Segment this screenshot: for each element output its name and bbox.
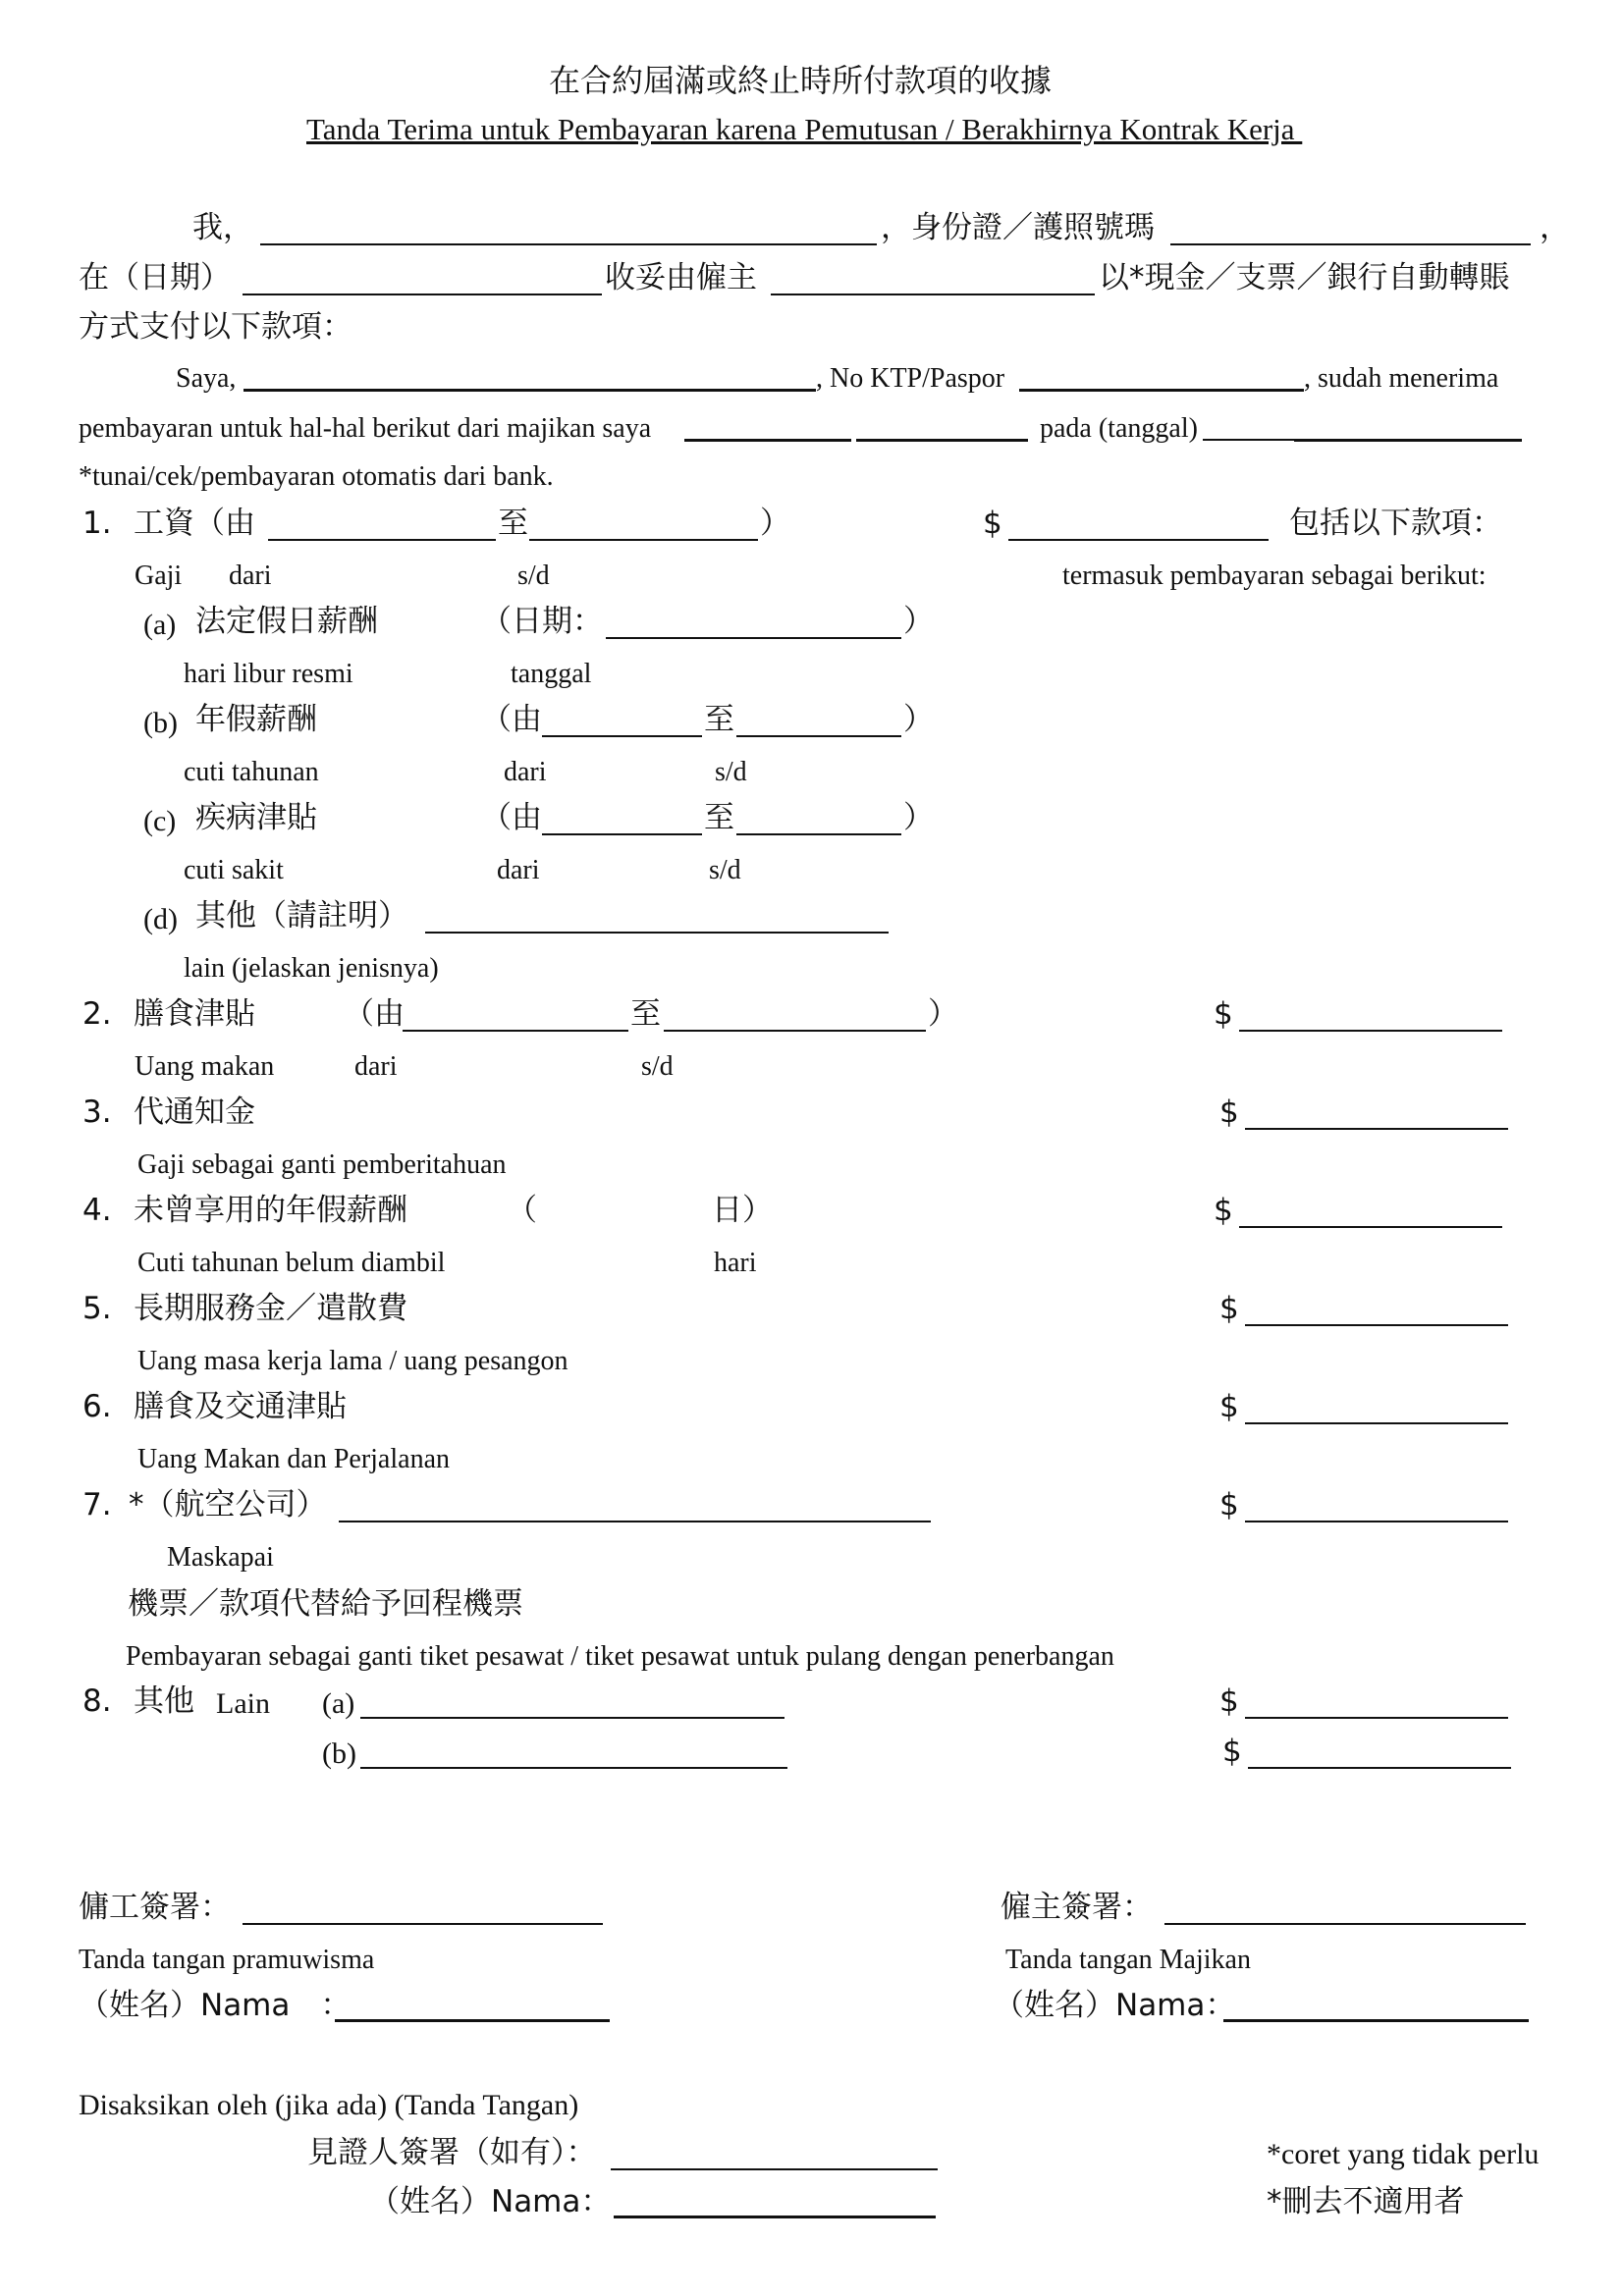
- witness-name-field[interactable]: [614, 2216, 936, 2218]
- item1b-label: (b): [143, 707, 178, 739]
- strike-note-id: *coret yang tidak perlu: [1267, 2138, 1540, 2170]
- item4-number: 4.: [82, 1193, 112, 1228]
- id-number-field[interactable]: [1170, 243, 1531, 245]
- item5-number: 5.: [82, 1291, 112, 1326]
- item1c-to-zh: 至: [704, 800, 734, 835]
- item6-id: Uang Makan dan Perjalanan: [137, 1444, 450, 1474]
- item1-dollar: $: [983, 506, 1002, 541]
- item8b-amount-field[interactable]: [1248, 1767, 1511, 1769]
- item2-id: Uang makan: [135, 1051, 275, 1082]
- item1c-to-id: s/d: [709, 855, 741, 885]
- item5-id: Uang masa kerja lama / uang pesangon: [137, 1346, 568, 1376]
- employee-name-field[interactable]: [335, 2019, 610, 2022]
- item1a-zh: 法定假日薪酬: [195, 604, 378, 639]
- item1-label-zh: 工資（由: [134, 506, 255, 541]
- item8a-amount-field[interactable]: [1245, 1717, 1508, 1719]
- item1d-specify-field[interactable]: [425, 932, 889, 934]
- item2-from-id: dari: [354, 1051, 398, 1082]
- item1-close-paren: ）: [760, 506, 790, 541]
- item1-includes-id: termasuk pembayaran sebagai berikut:: [1062, 561, 1487, 591]
- item1a-date-id: tanggal: [511, 659, 592, 689]
- intro-id-ktp: , No KTP/Paspor: [816, 363, 1005, 394]
- item1b-from-id: dari: [504, 757, 547, 787]
- item2-from-field[interactable]: [403, 1030, 628, 1032]
- item7-id: Maskapai: [167, 1542, 274, 1573]
- item6-zh: 膳食及交通津貼: [134, 1389, 347, 1424]
- item1c-to-field[interactable]: [736, 833, 901, 835]
- date-field[interactable]: [243, 294, 602, 295]
- item6-amount-field[interactable]: [1245, 1422, 1508, 1424]
- item7-zh2: 機票／款項代替給予回程機票: [128, 1586, 523, 1622]
- item1a-id: hari libur resmi: [184, 659, 353, 689]
- item3-number: 3.: [82, 1095, 112, 1130]
- item1c-id: cuti sakit: [184, 855, 284, 885]
- employer-field[interactable]: [771, 294, 1095, 295]
- employee-name-label: （姓名）Nama ：: [79, 1988, 352, 2023]
- item1c-from-id: dari: [497, 855, 540, 885]
- item1a-date-field[interactable]: [606, 637, 901, 639]
- item1a-close: ）: [903, 604, 934, 639]
- intro-id-date-label: pada (tanggal): [1040, 413, 1198, 444]
- intro-zh-i: 我，: [192, 210, 253, 245]
- intro-id-line2: pembayaran untuk hal-hal berikut dari majikan saya: [79, 413, 652, 444]
- item1-from-field[interactable]: [268, 539, 496, 541]
- item1c-zh: 疾病津貼: [195, 800, 317, 835]
- intro-zh-id-label: ，身份證／護照號瑪: [881, 210, 1155, 245]
- item5-zh: 長期服務金／遣散費: [134, 1291, 407, 1326]
- item1c-close: ）: [903, 800, 934, 835]
- item8-number: 8.: [82, 1683, 112, 1719]
- witness-signature-zh: 見證人簽署（如有）：: [307, 2135, 597, 2170]
- employer-signature-field[interactable]: [1164, 1923, 1526, 1925]
- item1a-label: (a): [143, 609, 177, 641]
- item1c-from-zh: （由: [481, 800, 542, 835]
- intro-zh-date-label: 在（日期）: [79, 260, 231, 295]
- item1b-from-zh: （由: [481, 702, 542, 737]
- item4-days-id: hari: [714, 1248, 757, 1278]
- employer-name-field[interactable]: [1223, 2019, 1529, 2022]
- item4-days-zh: 日）: [712, 1193, 773, 1228]
- employee-signature-id: Tanda tangan pramuwisma: [79, 1945, 375, 1975]
- item1-to-field[interactable]: [529, 539, 758, 541]
- item2-to-id: s/d: [641, 1051, 674, 1082]
- item7-airline-field[interactable]: [339, 1521, 931, 1522]
- item3-zh: 代通知金: [134, 1095, 255, 1130]
- date-field-id-b[interactable]: [1294, 439, 1522, 442]
- employee-signature-zh: 傭工簽署：: [79, 1890, 231, 1925]
- item1-includes-zh: 包括以下款項：: [1289, 506, 1502, 541]
- item7-dollar: $: [1219, 1487, 1239, 1522]
- item5-amount-field[interactable]: [1245, 1324, 1508, 1326]
- employer-field-id-b[interactable]: [856, 439, 1028, 442]
- witness-name-label: （姓名）Nama：: [369, 2184, 612, 2219]
- item8b-field[interactable]: [360, 1767, 787, 1769]
- witness-signature-id: Disaksikan oleh (jika ada) (Tanda Tangan): [79, 2089, 579, 2121]
- item1c-label: (c): [143, 805, 177, 837]
- item1b-close: ）: [903, 702, 934, 737]
- page-title-chinese: 在合約屆滿或終止時所付款項的收據: [549, 62, 1053, 99]
- item8b-dollar: $: [1222, 1734, 1242, 1769]
- employer-field-id-a[interactable]: [684, 439, 851, 442]
- item1-to-id: s/d: [517, 561, 550, 591]
- name-field-id[interactable]: [243, 389, 816, 392]
- item8-zh: 其他: [134, 1683, 194, 1719]
- employer-signature-zh: 僱主簽署：: [1001, 1890, 1153, 1925]
- item1-from-id: dari: [229, 561, 272, 591]
- item4-dollar: $: [1214, 1193, 1233, 1228]
- item1d-zh: 其他（請註明）: [195, 898, 408, 934]
- page-title-indonesian: Tanda Terima untuk Pembayaran karena Pemutusan / Berakhirnya Kontrak Kerja: [306, 112, 1303, 146]
- ktp-field[interactable]: [1019, 389, 1304, 392]
- item1b-to-field[interactable]: [736, 735, 901, 737]
- item8a-dollar: $: [1219, 1683, 1239, 1719]
- intro-zh-employer-label: 收妥由僱主: [605, 260, 757, 295]
- employee-signature-field[interactable]: [243, 1923, 603, 1925]
- intro-zh-line3: 方式支付以下款項：: [79, 309, 352, 345]
- intro-zh-method: 以*現金／支票／銀行自動轉賬: [1099, 260, 1510, 295]
- intro-zh-comma: ，: [1540, 210, 1570, 245]
- item8b-label: (b): [322, 1737, 356, 1770]
- item1b-from-field[interactable]: [542, 735, 702, 737]
- item8-id: Lain: [216, 1687, 270, 1720]
- item2-close: ）: [928, 996, 958, 1032]
- date-field-id-a[interactable]: [1203, 439, 1294, 441]
- item1d-id: lain (jelaskan jenisnya): [184, 953, 439, 984]
- item7-amount-field[interactable]: [1245, 1521, 1508, 1522]
- item1a-date-zh: （日期：: [481, 604, 603, 639]
- item2-to-zh: 至: [630, 996, 661, 1032]
- item3-id: Gaji sebagai ganti pemberitahuan: [137, 1149, 507, 1180]
- employer-signature-id: Tanda tangan Majikan: [1005, 1945, 1251, 1975]
- intro-id-saya: Saya,: [176, 363, 237, 394]
- name-field[interactable]: [260, 243, 877, 245]
- item1b-to-id: s/d: [715, 757, 747, 787]
- item1b-id: cuti tahunan: [184, 757, 319, 787]
- item7-number: 7.: [82, 1487, 112, 1522]
- strike-note-zh: *刪去不適用者: [1267, 2184, 1465, 2219]
- item5-dollar: $: [1219, 1291, 1239, 1326]
- item3-dollar: $: [1219, 1095, 1239, 1130]
- item6-dollar: $: [1219, 1389, 1239, 1424]
- item4-zh: 未曾享用的年假薪酬: [134, 1193, 407, 1228]
- item4-amount-field[interactable]: [1239, 1226, 1502, 1228]
- item1-to-zh: 至: [498, 506, 528, 541]
- item7-zh: *（航空公司）: [129, 1487, 327, 1522]
- witness-signature-field[interactable]: [611, 2168, 938, 2170]
- item7-id2: Pembayaran sebagai ganti tiket pesawat / tiket pesawat untuk pulang dengan penerbangan: [126, 1641, 1114, 1672]
- item2-to-field[interactable]: [664, 1030, 926, 1032]
- item8a-label: (a): [322, 1687, 355, 1720]
- item3-amount-field[interactable]: [1245, 1128, 1508, 1130]
- intro-id-line3: *tunai/cek/pembayaran otomatis dari bank.: [79, 461, 554, 492]
- item1-label-id: Gaji: [135, 561, 183, 591]
- item2-amount-field[interactable]: [1239, 1030, 1502, 1032]
- item2-zh: 膳食津貼: [134, 996, 255, 1032]
- item1b-to-zh: 至: [704, 702, 734, 737]
- item8a-field[interactable]: [360, 1717, 784, 1719]
- item1-number: 1.: [82, 506, 112, 541]
- item1c-from-field[interactable]: [542, 833, 702, 835]
- item2-dollar: $: [1214, 996, 1233, 1032]
- item4-id: Cuti tahunan belum diambil: [137, 1248, 446, 1278]
- item6-number: 6.: [82, 1389, 112, 1424]
- item2-from-zh: （由: [344, 996, 405, 1032]
- item4-open: （: [507, 1193, 537, 1228]
- item1d-label: (d): [143, 903, 178, 935]
- intro-id-received: , sudah menerima: [1304, 363, 1499, 394]
- item2-number: 2.: [82, 996, 112, 1032]
- item1-amount-field[interactable]: [1008, 539, 1269, 541]
- item1b-zh: 年假薪酬: [195, 702, 317, 737]
- employer-name-label: （姓名）Nama：: [994, 1988, 1236, 2023]
